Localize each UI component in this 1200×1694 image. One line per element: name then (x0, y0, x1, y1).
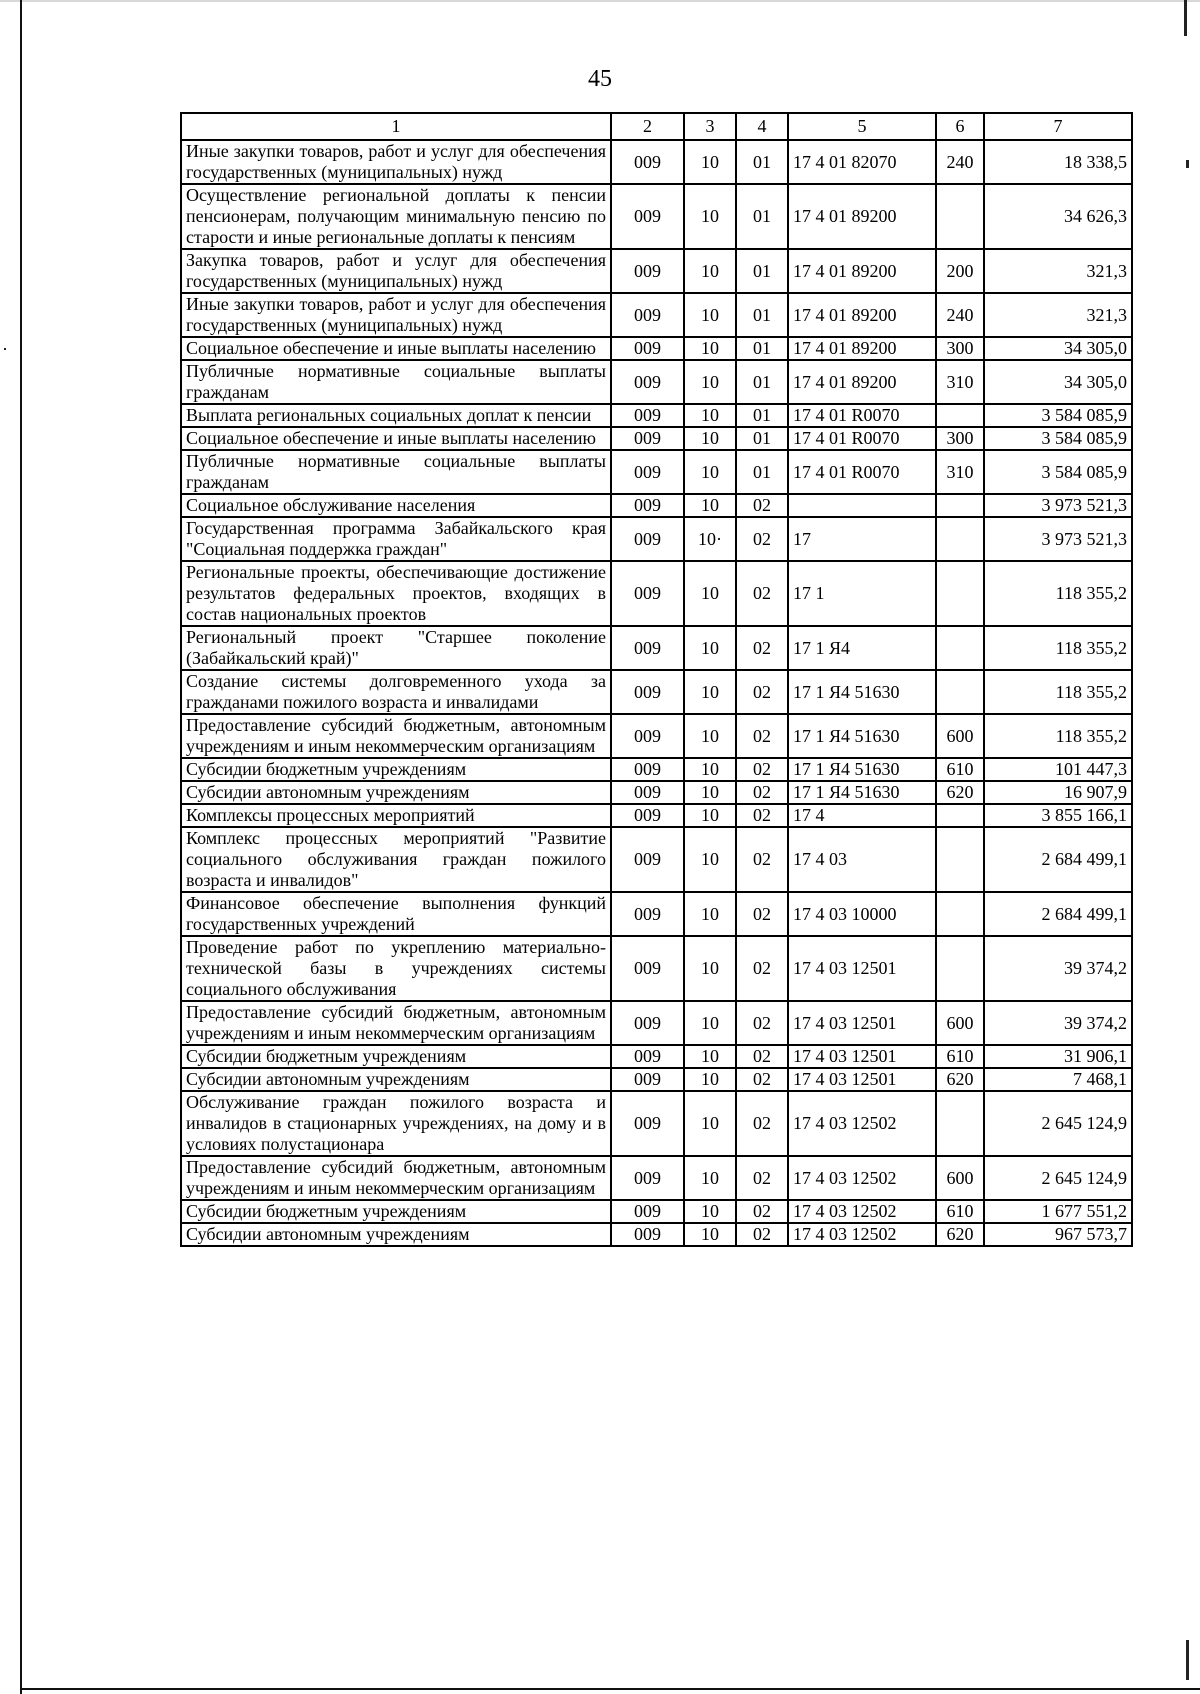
row-subsection-code: 01 (736, 337, 788, 360)
page-number: 45 (588, 66, 612, 92)
row-amount: 3 973 521,3 (984, 517, 1132, 561)
scan-mark-right (1184, 0, 1187, 36)
row-amount: 3 584 085,9 (984, 404, 1132, 427)
row-ved-code: 009 (611, 804, 684, 827)
row-amount: 16 907,9 (984, 781, 1132, 804)
row-amount: 34 305,0 (984, 337, 1132, 360)
row-amount: 3 584 085,9 (984, 450, 1132, 494)
row-ved-code: 009 (611, 1091, 684, 1156)
row-target-article: 17 4 01 89200 (788, 360, 936, 404)
row-ved-code: 009 (611, 892, 684, 936)
row-target-article: 17 4 03 (788, 827, 936, 892)
table-row (181, 494, 1132, 517)
row-expense-type (936, 892, 984, 936)
row-name: Обслуживание граждан пожилого возраста и инвалидов в стационарных учреждениях, на дому и в условиях полустационара (181, 1091, 611, 1156)
row-expense-type: 610 (936, 758, 984, 781)
row-section-code: 10 (684, 804, 736, 827)
row-expense-type: 240 (936, 293, 984, 337)
row-subsection-code: 02 (736, 781, 788, 804)
row-expense-type: 600 (936, 714, 984, 758)
row-ved-code: 009 (611, 561, 684, 626)
table-row (181, 714, 1132, 758)
row-name: Закупка товаров, работ и услуг для обеспечения государственных (муниципальных) нужд (181, 249, 611, 293)
row-subsection-code: 02 (736, 804, 788, 827)
row-ved-code: 009 (611, 1045, 684, 1068)
row-expense-type: 600 (936, 1001, 984, 1045)
row-target-article: 17 4 03 12501 (788, 1001, 936, 1045)
row-amount: 2 684 499,1 (984, 892, 1132, 936)
table-row (181, 1068, 1132, 1091)
row-amount: 118 355,2 (984, 626, 1132, 670)
row-amount: 2 684 499,1 (984, 827, 1132, 892)
table-row (181, 827, 1132, 892)
scan-edge-top (0, 0, 1200, 2)
row-target-article (788, 494, 936, 517)
row-amount: 3 855 166,1 (984, 804, 1132, 827)
row-expense-type (936, 494, 984, 517)
row-ved-code: 009 (611, 184, 684, 249)
row-section-code: 10 (684, 561, 736, 626)
row-name: Комплекс процессных мероприятий "Развитие социального обслуживания граждан пожилого возраста и инвалидов" (181, 827, 611, 892)
row-expense-type: 310 (936, 360, 984, 404)
row-subsection-code: 02 (736, 1200, 788, 1223)
row-expense-type: 620 (936, 1068, 984, 1091)
row-section-code: 10 (684, 360, 736, 404)
table-row (181, 936, 1132, 1001)
row-target-article: 17 4 01 R0070 (788, 404, 936, 427)
row-target-article: 17 1 Я4 51630 (788, 670, 936, 714)
row-subsection-code: 01 (736, 140, 788, 184)
table-row (181, 561, 1132, 626)
row-amount: 3 973 521,3 (984, 494, 1132, 517)
row-amount: 34 305,0 (984, 360, 1132, 404)
table-row (181, 892, 1132, 936)
row-name: Создание системы долговременного ухода за гражданами пожилого возраста и инвалидами (181, 670, 611, 714)
row-target-article: 17 4 01 R0070 (788, 450, 936, 494)
table-row (181, 781, 1132, 804)
scan-edge-bottom (20, 1688, 1200, 1690)
row-target-article: 17 (788, 517, 936, 561)
row-section-code: 10 (684, 670, 736, 714)
row-ved-code: 009 (611, 249, 684, 293)
row-name: Выплата региональных социальных доплат к пенсии (181, 404, 611, 427)
row-section-code: 10 (684, 1045, 736, 1068)
row-ved-code: 009 (611, 293, 684, 337)
row-section-code: 10 (684, 892, 736, 936)
header-col-4: 4 (736, 113, 788, 140)
row-target-article: 17 4 03 12502 (788, 1091, 936, 1156)
row-section-code: 10 (684, 1223, 736, 1246)
row-ved-code: 009 (611, 1200, 684, 1223)
row-ved-code: 009 (611, 936, 684, 1001)
row-name: Проведение работ по укреплению материально-технической базы в учреждениях системы социального обслуживания (181, 936, 611, 1001)
row-subsection-code: 01 (736, 427, 788, 450)
row-ved-code: 009 (611, 1068, 684, 1091)
row-name: Субсидии бюджетным учреждениям (181, 1200, 611, 1223)
row-subsection-code: 02 (736, 1156, 788, 1200)
row-amount: 34 626,3 (984, 184, 1132, 249)
row-name: Финансовое обеспечение выполнения функций государственных учреждений (181, 892, 611, 936)
row-name: Субсидии бюджетным учреждениям (181, 1045, 611, 1068)
row-name: Субсидии автономным учреждениям (181, 781, 611, 804)
row-subsection-code: 02 (736, 758, 788, 781)
row-ved-code: 009 (611, 360, 684, 404)
row-section-code: 10 (684, 427, 736, 450)
row-section-code: 10 (684, 1001, 736, 1045)
row-subsection-code: 02 (736, 1223, 788, 1246)
row-amount: 3 584 085,9 (984, 427, 1132, 450)
row-section-code: 10 (684, 1156, 736, 1200)
row-expense-type: 610 (936, 1200, 984, 1223)
row-subsection-code: 02 (736, 626, 788, 670)
table-row (181, 293, 1132, 337)
header-col-7: 7 (984, 113, 1132, 140)
row-ved-code: 009 (611, 494, 684, 517)
row-expense-type: 240 (936, 140, 984, 184)
row-target-article: 17 4 01 89200 (788, 337, 936, 360)
row-subsection-code: 02 (736, 517, 788, 561)
row-subsection-code: 02 (736, 714, 788, 758)
row-section-code: 10 (684, 404, 736, 427)
row-expense-type: 620 (936, 781, 984, 804)
row-expense-type: 620 (936, 1223, 984, 1246)
table-row (181, 1091, 1132, 1156)
table-row (181, 670, 1132, 714)
row-subsection-code: 01 (736, 184, 788, 249)
row-target-article: 17 4 01 89200 (788, 293, 936, 337)
budget-table (180, 112, 1133, 1247)
table-body (181, 140, 1132, 1246)
row-target-article: 17 4 03 12502 (788, 1223, 936, 1246)
row-subsection-code: 01 (736, 293, 788, 337)
row-target-article: 17 1 Я4 (788, 626, 936, 670)
row-expense-type (936, 561, 984, 626)
row-target-article: 17 1 Я4 51630 (788, 781, 936, 804)
row-target-article: 17 4 03 10000 (788, 892, 936, 936)
header-col-1: 1 (181, 113, 611, 140)
row-section-code: 10 (684, 936, 736, 1001)
row-name: Социальное обслуживание населения (181, 494, 611, 517)
row-expense-type (936, 517, 984, 561)
table-row (181, 1156, 1132, 1200)
row-name: Субсидии автономным учреждениям (181, 1223, 611, 1246)
row-target-article: 17 4 01 89200 (788, 184, 936, 249)
row-ved-code: 009 (611, 140, 684, 184)
row-name: Предоставление субсидий бюджетным, автономным учреждениям и иным некоммерческим организациям (181, 1156, 611, 1200)
row-expense-type (936, 626, 984, 670)
row-expense-type (936, 827, 984, 892)
table-row (181, 337, 1132, 360)
row-amount: 2 645 124,9 (984, 1156, 1132, 1200)
table-row (181, 360, 1132, 404)
row-section-code: 10 (684, 714, 736, 758)
row-amount: 39 374,2 (984, 1001, 1132, 1045)
row-target-article: 17 1 Я4 51630 (788, 714, 936, 758)
row-ved-code: 009 (611, 714, 684, 758)
row-name: Предоставление субсидий бюджетным, автономным учреждениям и иным некоммерческим организациям (181, 1001, 611, 1045)
row-amount: 118 355,2 (984, 714, 1132, 758)
row-target-article: 17 4 (788, 804, 936, 827)
row-expense-type (936, 670, 984, 714)
header-col-5: 5 (788, 113, 936, 140)
row-ved-code: 009 (611, 337, 684, 360)
table-row (181, 140, 1132, 184)
row-name: Региональные проекты, обеспечивающие достижение результатов федеральных проектов, входящих в состав национальных проектов (181, 561, 611, 626)
row-section-code: 10 (684, 249, 736, 293)
row-target-article: 17 4 03 12501 (788, 936, 936, 1001)
row-subsection-code: 01 (736, 360, 788, 404)
table-row (181, 1001, 1132, 1045)
row-subsection-code: 02 (736, 1001, 788, 1045)
row-section-code: 10 (684, 337, 736, 360)
row-ved-code: 009 (611, 1001, 684, 1045)
row-target-article: 17 4 01 R0070 (788, 427, 936, 450)
row-subsection-code: 02 (736, 892, 788, 936)
row-ved-code: 009 (611, 758, 684, 781)
table-row (181, 517, 1132, 561)
row-target-article: 17 4 01 82070 (788, 140, 936, 184)
row-amount: 967 573,7 (984, 1223, 1132, 1246)
row-amount: 1 677 551,2 (984, 1200, 1132, 1223)
row-section-code: 10 (684, 1200, 736, 1223)
table-row (181, 249, 1132, 293)
row-section-code: 10 (684, 758, 736, 781)
scan-dot-left (4, 348, 6, 350)
row-name: Социальное обеспечение и иные выплаты населению (181, 337, 611, 360)
row-subsection-code: 02 (736, 670, 788, 714)
row-name: Предоставление субсидий бюджетным, автономным учреждениям и иным некоммерческим организациям (181, 714, 611, 758)
row-subsection-code: 02 (736, 936, 788, 1001)
table-row (181, 758, 1132, 781)
row-amount: 2 645 124,9 (984, 1091, 1132, 1156)
row-amount: 101 447,3 (984, 758, 1132, 781)
table-row (181, 184, 1132, 249)
row-section-code: 10 (684, 626, 736, 670)
row-subsection-code: 02 (736, 561, 788, 626)
scan-mark-right-bottom (1186, 1640, 1189, 1680)
row-target-article: 17 4 03 12502 (788, 1200, 936, 1223)
row-ved-code: 009 (611, 404, 684, 427)
row-target-article: 17 4 03 12502 (788, 1156, 936, 1200)
row-section-code: 10 (684, 494, 736, 517)
row-expense-type: 300 (936, 427, 984, 450)
row-amount: 321,3 (984, 293, 1132, 337)
row-subsection-code: 01 (736, 450, 788, 494)
row-ved-code: 009 (611, 827, 684, 892)
row-name: Региональный проект "Старшее поколение (Забайкальский край)" (181, 626, 611, 670)
scan-mark-right-middle (1186, 160, 1189, 168)
table-row (181, 626, 1132, 670)
row-name: Публичные нормативные социальные выплаты гражданам (181, 450, 611, 494)
row-expense-type (936, 184, 984, 249)
row-name: Государственная программа Забайкальского края "Социальная поддержка граждан" (181, 517, 611, 561)
row-ved-code: 009 (611, 1156, 684, 1200)
row-section-code: 10 (684, 1091, 736, 1156)
row-subsection-code: 02 (736, 494, 788, 517)
table-row (181, 427, 1132, 450)
row-section-code: 10 (684, 140, 736, 184)
row-amount: 7 468,1 (984, 1068, 1132, 1091)
row-name: Субсидии бюджетным учреждениям (181, 758, 611, 781)
table-row (181, 450, 1132, 494)
row-name: Социальное обеспечение и иные выплаты населению (181, 427, 611, 450)
row-subsection-code: 02 (736, 1091, 788, 1156)
row-expense-type (936, 404, 984, 427)
row-amount: 18 338,5 (984, 140, 1132, 184)
row-ved-code: 009 (611, 781, 684, 804)
table-row (181, 1223, 1132, 1246)
row-amount: 118 355,2 (984, 670, 1132, 714)
row-expense-type: 310 (936, 450, 984, 494)
row-subsection-code: 01 (736, 249, 788, 293)
row-subsection-code: 02 (736, 1068, 788, 1091)
scan-edge-left (20, 0, 22, 1694)
row-subsection-code: 02 (736, 1045, 788, 1068)
row-section-code: 10 (684, 293, 736, 337)
row-section-code: 10 (684, 450, 736, 494)
row-ved-code: 009 (611, 1223, 684, 1246)
row-subsection-code: 02 (736, 827, 788, 892)
row-target-article: 17 4 03 12501 (788, 1068, 936, 1091)
row-amount: 321,3 (984, 249, 1132, 293)
row-name: Публичные нормативные социальные выплаты гражданам (181, 360, 611, 404)
row-target-article: 17 4 01 89200 (788, 249, 936, 293)
row-ved-code: 009 (611, 450, 684, 494)
row-expense-type (936, 804, 984, 827)
row-section-code: 10· (684, 517, 736, 561)
row-name: Субсидии автономным учреждениям (181, 1068, 611, 1091)
row-section-code: 10 (684, 827, 736, 892)
table-row (181, 404, 1132, 427)
row-expense-type: 300 (936, 337, 984, 360)
row-name: Иные закупки товаров, работ и услуг для обеспечения государственных (муниципальных) нужд (181, 293, 611, 337)
row-amount: 31 906,1 (984, 1045, 1132, 1068)
row-expense-type: 610 (936, 1045, 984, 1068)
row-target-article: 17 1 Я4 51630 (788, 758, 936, 781)
row-section-code: 10 (684, 781, 736, 804)
header-col-2: 2 (611, 113, 684, 140)
row-section-code: 10 (684, 184, 736, 249)
row-name: Осуществление региональной доплаты к пенсии пенсионерам, получающим минимальную пенсию по старости и иные региональные доплаты к пенсиям (181, 184, 611, 249)
row-expense-type (936, 1091, 984, 1156)
table-row (181, 1045, 1132, 1068)
row-expense-type: 200 (936, 249, 984, 293)
row-expense-type: 600 (936, 1156, 984, 1200)
header-row (181, 113, 1132, 140)
row-expense-type (936, 936, 984, 1001)
row-target-article: 17 1 (788, 561, 936, 626)
row-ved-code: 009 (611, 427, 684, 450)
row-target-article: 17 4 03 12501 (788, 1045, 936, 1068)
row-ved-code: 009 (611, 626, 684, 670)
table-row (181, 1200, 1132, 1223)
table-row (181, 804, 1132, 827)
row-amount: 39 374,2 (984, 936, 1132, 1001)
header-col-6: 6 (936, 113, 984, 140)
row-name: Иные закупки товаров, работ и услуг для обеспечения государственных (муниципальных) нужд (181, 140, 611, 184)
row-ved-code: 009 (611, 670, 684, 714)
row-amount: 118 355,2 (984, 561, 1132, 626)
row-section-code: 10 (684, 1068, 736, 1091)
row-ved-code: 009 (611, 517, 684, 561)
header-col-3: 3 (684, 113, 736, 140)
row-subsection-code: 01 (736, 404, 788, 427)
row-name: Комплексы процессных мероприятий (181, 804, 611, 827)
